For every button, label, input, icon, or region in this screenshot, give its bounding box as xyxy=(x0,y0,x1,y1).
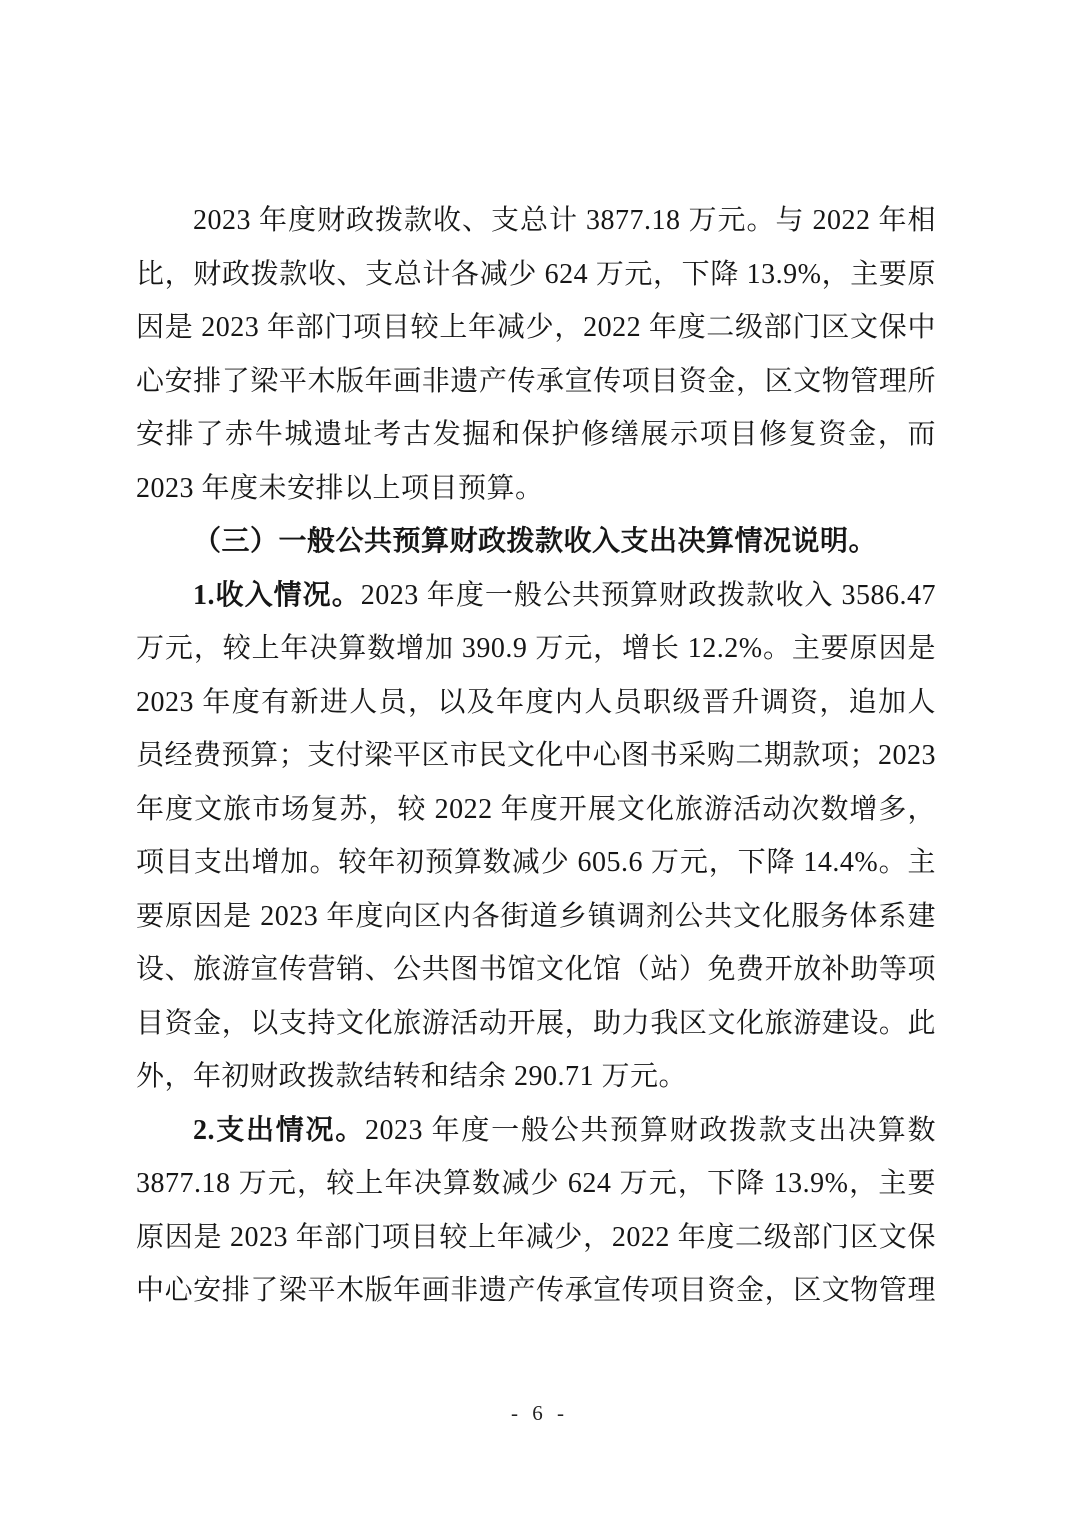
text-line: 年度文旅市场复苏，较 2022 年度开展文化旅游活动次数增多， xyxy=(136,793,936,825)
text-line: 员经费预算；支付梁平区市民文化中心图书采购二期款项；2023 xyxy=(136,740,936,771)
text-line: 比，财政拨款收、支总计各减少 624 万元，下降 13.9%，主要原 xyxy=(136,258,936,290)
item-number-label: 2.支出情况。 xyxy=(193,1114,365,1146)
text-line: 2023 年度财政拨款收、支总计 3877.18 万元。与 2022 年相 xyxy=(193,205,936,236)
text-line: 项目支出增加。较年初预算数减少 605.6 万元，下降 14.4%。主 xyxy=(136,847,936,878)
paragraph xyxy=(136,194,936,515)
text-line: 设、旅游宣传营销、公共图书馆文化馆（站）免费开放补助等项 xyxy=(136,954,936,985)
text-line: 2023 年度有新进人员，以及年度内人员职级晋升调资，追加人 xyxy=(136,686,936,718)
text-line: 外，年初财政拨款结转和结余 290.71 万元。 xyxy=(136,1061,688,1092)
text-line: 安排了赤牛城遗址考古发掘和保护修缮展示项目修复资金，而 xyxy=(136,419,936,450)
text-line: 2023 年度未安排以上项目预算。 xyxy=(136,472,544,504)
text-run: 2023 年度一般公共预算财政拨款收入 3586.47 xyxy=(360,579,936,611)
section-heading: （三）一般公共预算财政拨款收入支出决算情况说明。 xyxy=(193,526,878,557)
paragraph xyxy=(136,1104,936,1318)
document-body xyxy=(136,194,936,1318)
page-number: - 6 - xyxy=(511,1401,564,1425)
text-line: 心安排了梁平木版年画非遗产传承宣传项目资金，区文物管理所 xyxy=(136,365,936,397)
text-line xyxy=(136,569,936,623)
text-line: 原因是 2023 年部门项目较上年减少，2022 年度二级部门区文保 xyxy=(136,1221,936,1253)
text-run: 2023 年度一般公共预算财政拨款支出决算数 xyxy=(364,1114,936,1146)
text-line: 目资金，以支持文化旅游活动开展，助力我区文化旅游建设。此 xyxy=(136,1007,936,1039)
item-number-label: 1.收入情况。 xyxy=(193,579,361,611)
paragraph xyxy=(136,569,936,1104)
text-line: 要原因是 2023 年度向区内各街道乡镇调剂公共文化服务体系建 xyxy=(136,900,936,932)
text-line xyxy=(136,1104,936,1158)
text-line: 万元，较上年决算数增加 390.9 万元，增长 12.2%。主要原因是 xyxy=(136,633,936,664)
text-line: 3877.18 万元，较上年决算数减少 624 万元，下降 13.9%，主要 xyxy=(136,1168,936,1199)
text-line: 中心安排了梁平木版年画非遗产传承宣传项目资金，区文物管理 xyxy=(136,1275,936,1306)
text-line: 因是 2023 年部门项目较上年减少，2022 年度二级部门区文保中 xyxy=(136,312,936,343)
